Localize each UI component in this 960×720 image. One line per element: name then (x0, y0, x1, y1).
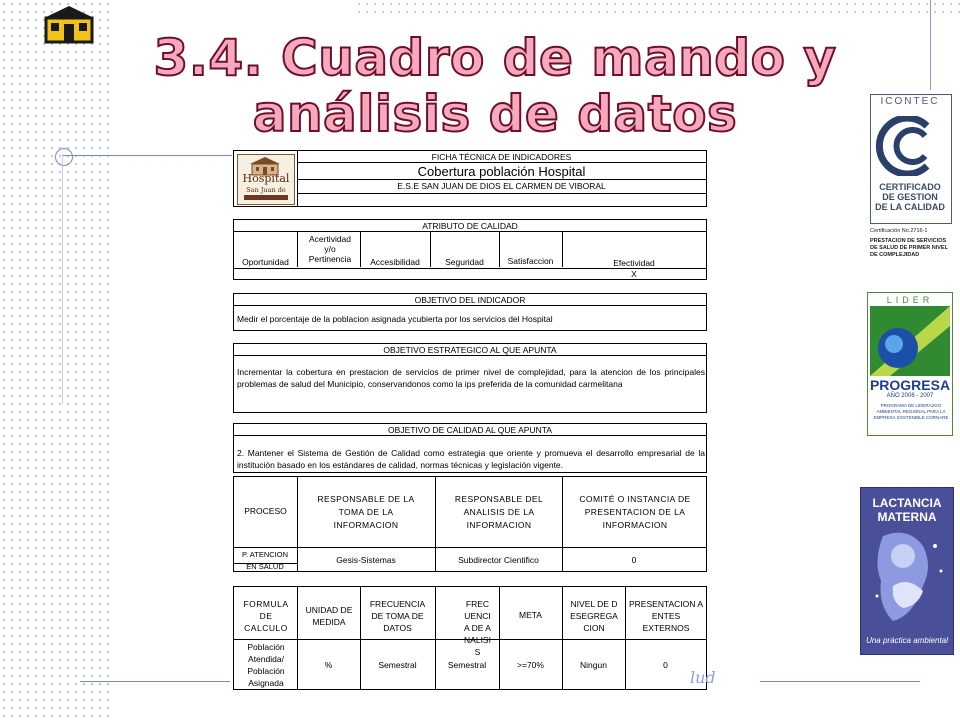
formula-block (233, 586, 707, 690)
quality-objective-text: 2. Mantener el Sistema de Gestión de Calidad como estrategia que oriente y promueva el desarrollo empresarial de la institución basado en los estándares de calidad, normas técnicas y legislación vigente. (237, 448, 705, 470)
value-comite: 0 (631, 555, 637, 565)
icontec-brand: ICONTEC (880, 96, 940, 107)
lactancia-tagline: Una práctica ambiental (866, 636, 948, 645)
attribute-efectividad: Efectividad (613, 258, 655, 268)
value-nivel: Ningun (580, 660, 607, 670)
header-frecuencia-analisis: FRECUENCIA DE ANALISIS (464, 599, 491, 657)
institution-name: E.S.E SAN JUAN DE DIOS EL CARMEN DE VIBORAL (397, 181, 606, 191)
value-unidad: % (324, 660, 333, 670)
decorative-vertical-line-left (62, 154, 63, 404)
attribute-mark: X (631, 269, 637, 279)
icontec-cert-number: Certificación No.2716-1 (870, 228, 928, 234)
responsibles-block (233, 476, 707, 572)
lactancia-line-1: LACTANCIA (872, 496, 942, 510)
icontec-line-3: DE LA CALIDAD (875, 202, 945, 212)
dotted-background-left (0, 0, 110, 720)
lider-caption: PROGRAMA DE LIDERAZGO AMBIENTAL REGIONAL PARA LA EMPRESA SOSTENIBLE CORNARE (873, 403, 949, 420)
header-nivel: NIVEL DE DESEGREGACION (570, 599, 618, 633)
header-presentacion: PRESENTACION A ENTES EXTERNOS (629, 599, 703, 633)
attribute-oportunidad: Oportunidad (242, 257, 289, 267)
quality-objective-heading: OBJETIVO DE CALIDAD AL QUE APUNTA (388, 425, 552, 435)
title-line-2: análisis de datos (252, 85, 738, 143)
icontec-emblem-icon (875, 116, 945, 176)
lider-brand: PROGRESA (869, 377, 951, 393)
indicator-objective-text: Medir el porcentaje de la poblacion asignada ycubierta por los servicios del Hospital (237, 314, 553, 324)
lider-progresa-logo (867, 292, 953, 436)
strategic-objective-heading: OBJETIVO ESTRATEGICO AL QUE APUNTA (383, 345, 557, 355)
logo-text-top: Hospital (242, 172, 290, 185)
lactancia-line-2: MATERNA (877, 510, 937, 524)
decorative-circle (55, 148, 73, 166)
indicator-name: Cobertura población Hospital (417, 164, 586, 179)
mother-child-icon (863, 526, 953, 626)
value-responsable-analisis: Subdirector Cientifico (458, 555, 539, 565)
footer-text: lud (690, 668, 716, 687)
ficha-title: FICHA TÉCNICA DE INDICADORES (431, 152, 572, 162)
hospital-logo (237, 154, 295, 205)
dotted-background-top (355, 0, 960, 16)
decorative-vertical-line (930, 0, 931, 90)
indicator-objective-heading: OBJETIVO DEL INDICADOR (414, 295, 526, 305)
value-frecuencia-analisis: Semestral (447, 660, 487, 670)
icontec-line-2: DE GESTION (882, 192, 938, 202)
lactancia-materna-logo (860, 487, 954, 655)
quality-objective-block (233, 423, 707, 473)
lider-years: AÑO 2006 - 2007 (886, 393, 934, 399)
decorative-line-bottom-left (80, 681, 230, 682)
value-frecuencia-toma: Semestral (378, 660, 417, 670)
lider-top-text: LIDER (886, 295, 934, 305)
attribute-block (233, 219, 707, 280)
attribute-heading: ATRIBUTO DE CALIDAD (422, 221, 518, 231)
home-icon[interactable] (40, 4, 98, 44)
indicator-objective-block (233, 293, 707, 331)
logo-text-bottom: San Juan de (246, 186, 286, 194)
value-presentacion: 0 (663, 660, 668, 670)
attribute-pertinencia: Acertividad y/o Pertinencia (308, 234, 352, 264)
value-formula: Población Atendida/ Población Asignada (247, 642, 285, 688)
header-unidad: UNIDAD DE MEDIDA (305, 605, 353, 627)
header-proceso: PROCESO (244, 506, 287, 516)
header-formula: FORMULA DE CALCULO (243, 599, 289, 633)
header-responsable-analisis: RESPONSABLE DEL ANALISIS DE LA INFORMACION (454, 494, 544, 530)
logo-footer-band (244, 195, 288, 200)
sheet-header (233, 150, 707, 207)
decorative-line-top (62, 155, 232, 156)
attribute-seguridad: Seguridad (445, 257, 484, 267)
header-comite: COMITÉ O INSTANCIA DE PRESENTACION DE LA INFORMACION (579, 494, 691, 530)
icontec-logo (867, 92, 953, 272)
lider-emblem-icon (870, 306, 950, 376)
header-meta: META (519, 610, 542, 620)
strategic-objective-block (233, 343, 707, 413)
header-responsable-toma: RESPONSABLE DE LA TOMA DE LA INFORMACION (317, 494, 415, 530)
title-line-1: 3.4. Cuadro de mando y (153, 29, 837, 87)
decorative-line-bottom-right (760, 681, 920, 682)
icontec-caption: PRESTACION DE SERVICIOS DE SALUD DE PRIMER NIVEL DE COMPLEJIDAD (870, 238, 948, 258)
value-meta: >=70% (517, 660, 544, 670)
attribute-satisfaccion: Satisfaccion (507, 256, 554, 266)
strategic-objective-text: Incrementar la cobertura en prestacion de servicios de primer nivel de complejidad, para la atencion de los principales problemas de salud del Municipio, conservandonos como la ips preferida de la comunidad carmelitana (237, 367, 705, 389)
slide-title (150, 30, 840, 142)
attribute-accesibilidad: Accesibilidad (370, 257, 420, 267)
header-frecuencia-toma: FRECUENCIA DE TOMA DE DATOS (369, 599, 426, 633)
value-proceso: P. ATENCION EN SALUD (242, 550, 288, 571)
icontec-line-1: CERTIFICADO (879, 182, 941, 192)
value-responsable-toma: Gesis-Sistemas (336, 555, 396, 565)
icontec-certificate-text (871, 182, 949, 212)
